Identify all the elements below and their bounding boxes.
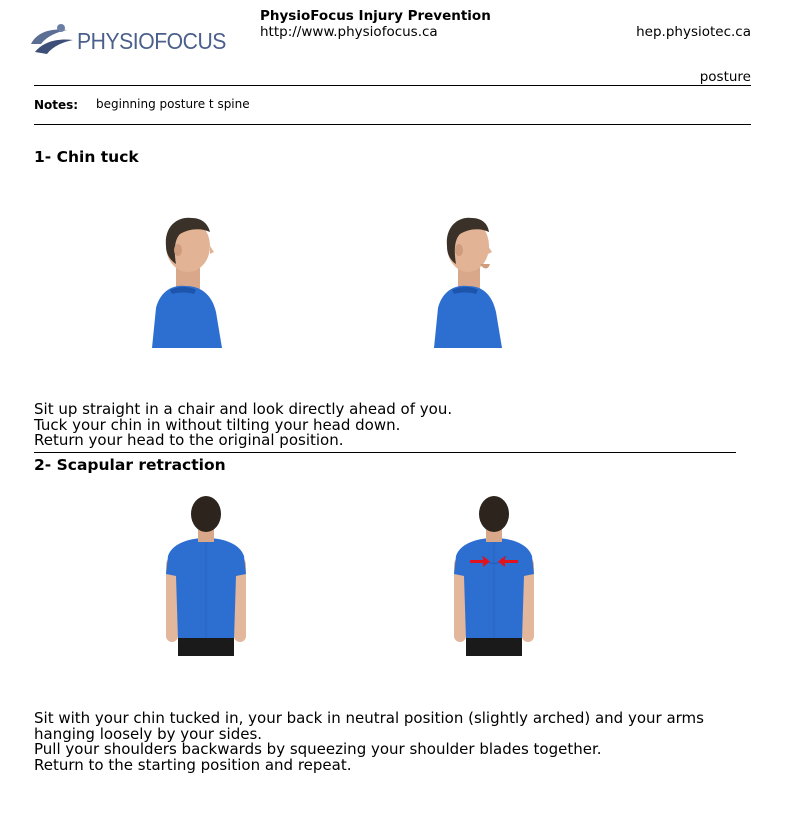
chin-tuck-start-photo xyxy=(150,212,240,348)
scapular-end-photo xyxy=(448,494,540,656)
exercise-divider xyxy=(34,452,736,453)
instruction-line: Return to the starting position and repeat. xyxy=(34,755,352,774)
notes-text: beginning posture t spine xyxy=(96,97,250,111)
program-tag: posture xyxy=(699,69,751,85)
scapular-start-photo xyxy=(160,494,252,656)
program-site: hep.physiotec.ca xyxy=(636,24,751,40)
instruction-line: Return your head to the original position. xyxy=(34,431,344,449)
instruction-line: Sit with your chin tucked in, your back in neutral position (slightly arched) and your arms xyxy=(34,709,704,727)
logo-swoosh-icon xyxy=(27,22,75,58)
instruction-line: Sit up straight in a chair and look directly ahead of you. xyxy=(34,400,453,418)
physiofocus-logo xyxy=(27,22,227,58)
notes-divider xyxy=(34,124,751,125)
exercise-2-instructions xyxy=(34,711,774,773)
exercise-1-instructions xyxy=(34,402,754,449)
exercise-1-title: 1- Chin tuck xyxy=(34,148,139,166)
notes-label: Notes: xyxy=(34,98,79,112)
instruction-line: Tuck your chin in without tilting your head down. xyxy=(34,415,401,434)
exercise-2-title: 2- Scapular retraction xyxy=(34,456,226,474)
header-divider xyxy=(34,85,751,86)
clinic-url: http://www.physiofocus.ca xyxy=(260,24,438,40)
chin-tuck-end-photo xyxy=(430,212,520,348)
instruction-line: hanging loosely by your sides. xyxy=(34,724,263,743)
document-title: PhysioFocus Injury Prevention xyxy=(260,8,491,24)
instruction-line: Pull your shoulders backwards by squeezing your shoulder blades together. xyxy=(34,740,602,758)
logo-text: PHYSIOFOCUS xyxy=(77,28,226,54)
